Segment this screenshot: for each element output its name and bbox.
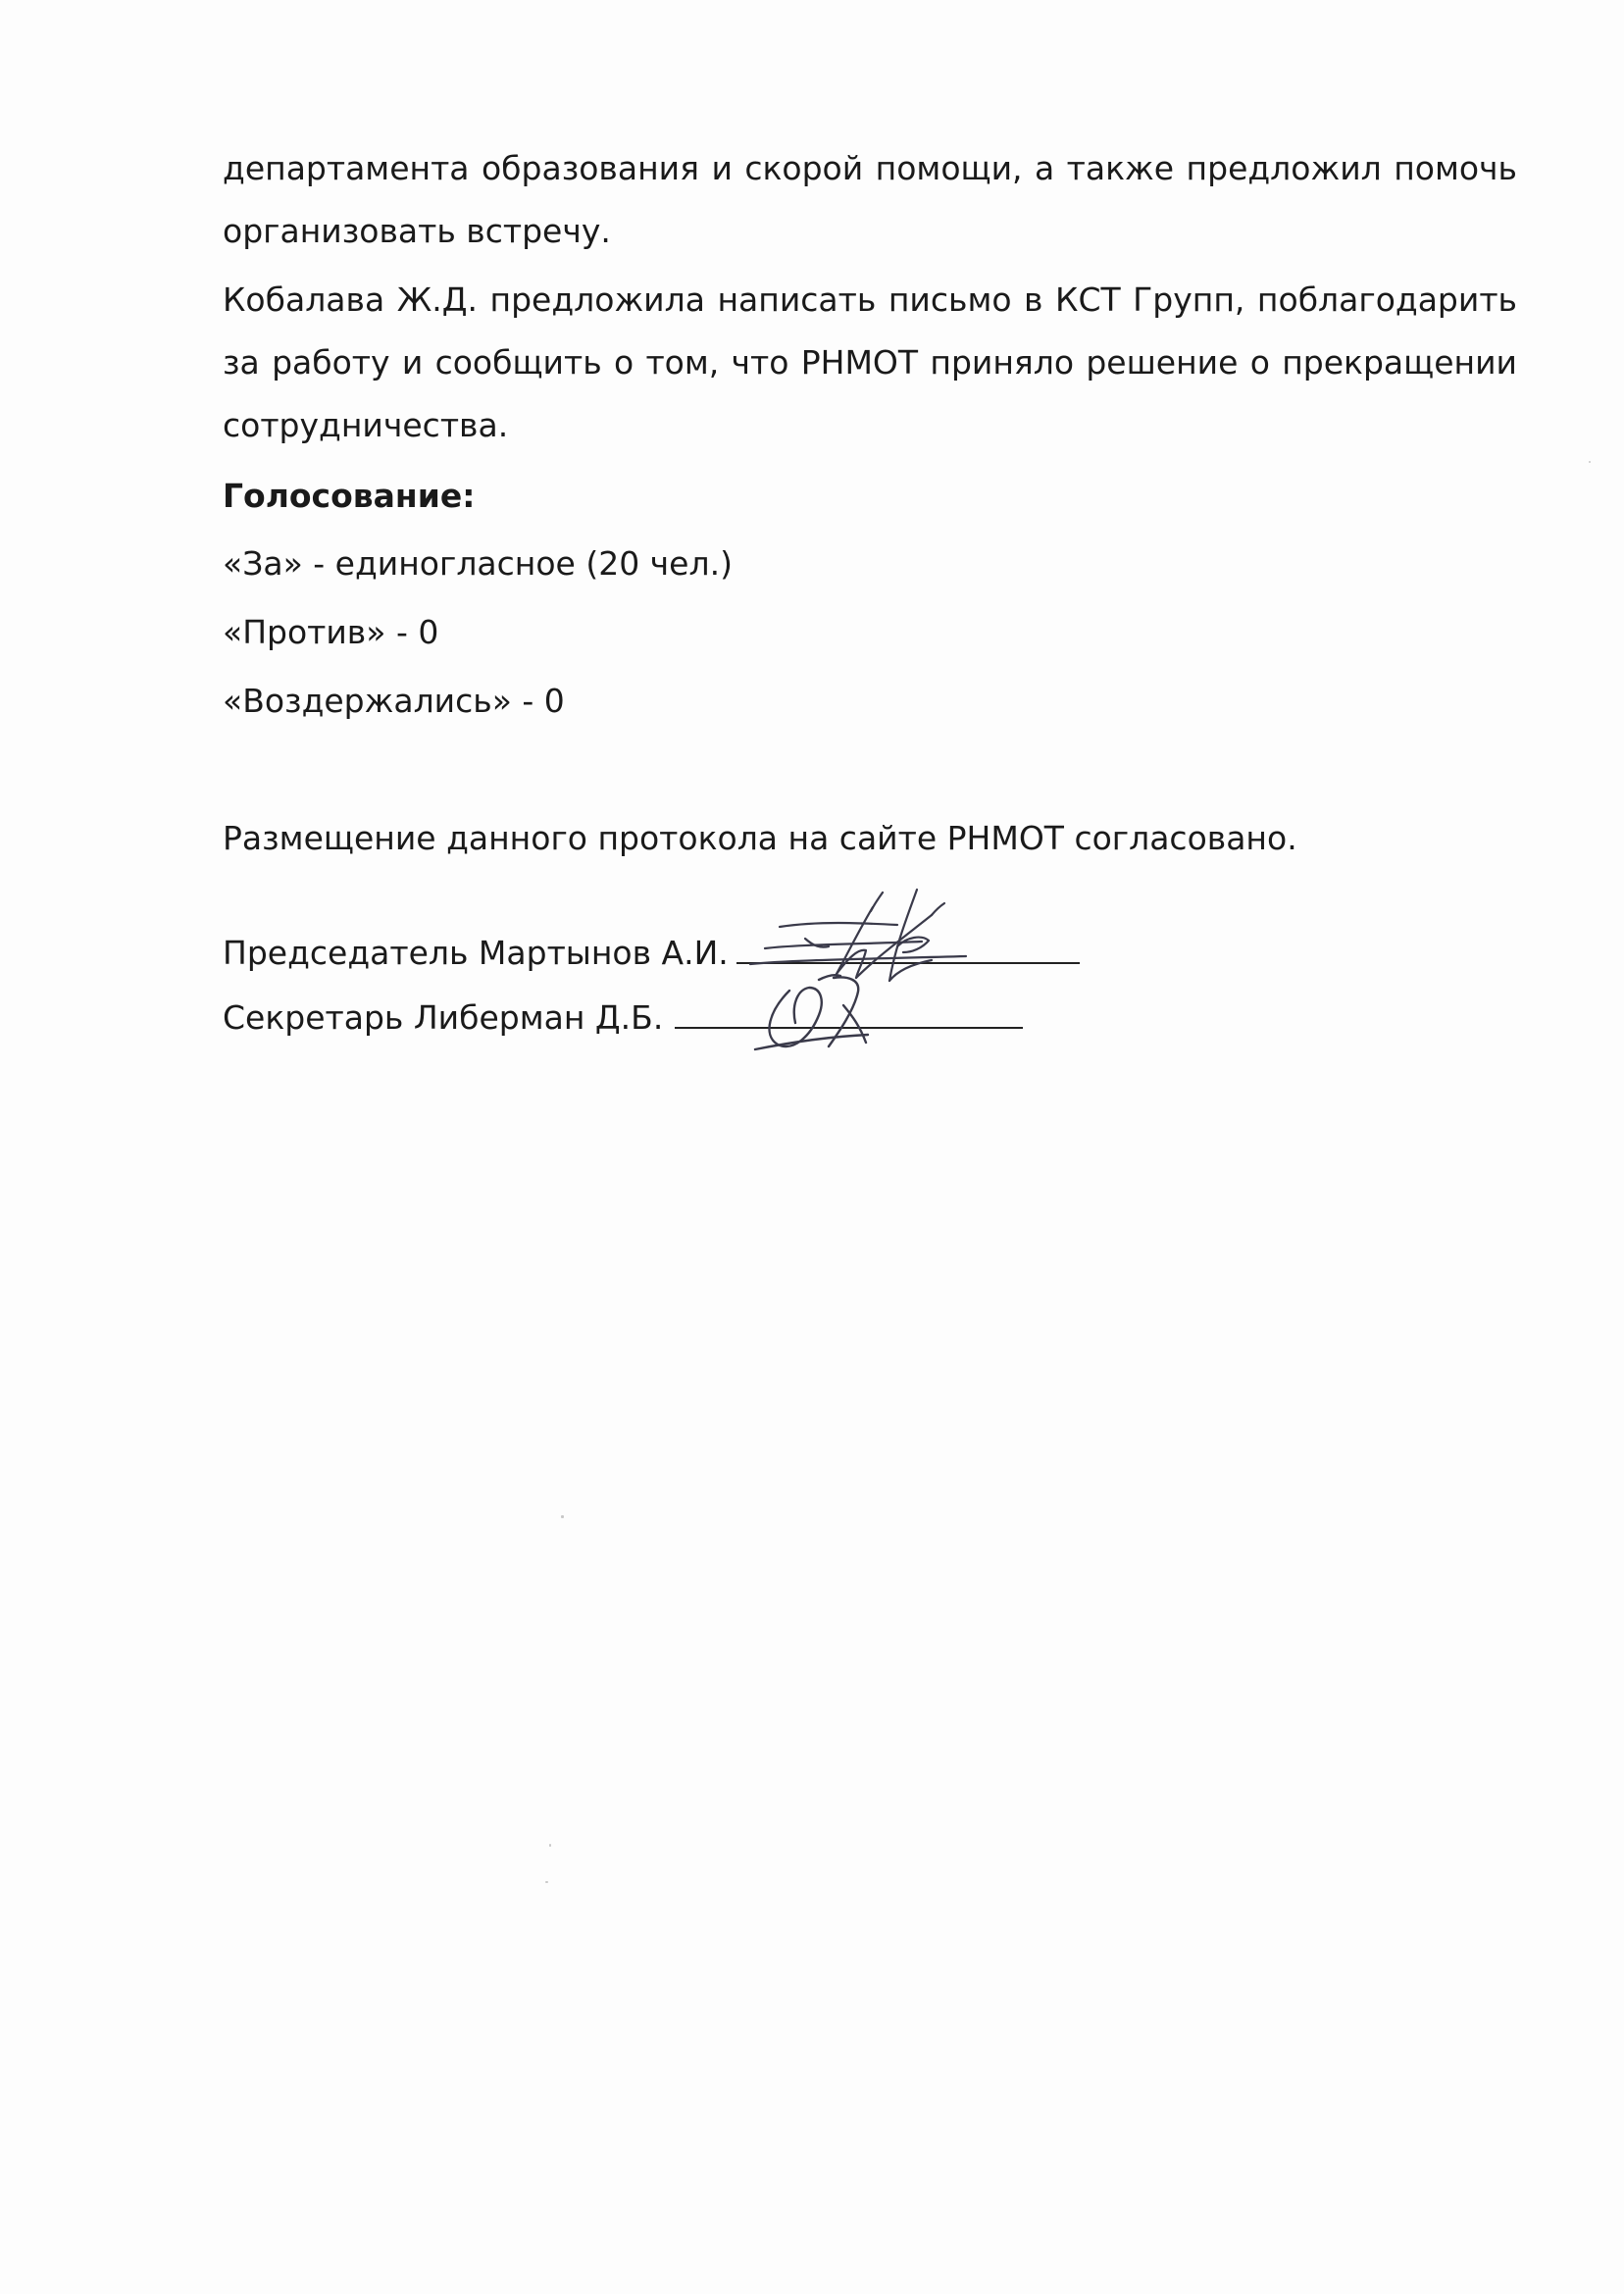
spacer bbox=[223, 736, 1517, 804]
signature-underline bbox=[675, 997, 1023, 1029]
vote-for: «За» - единогласное (20 чел.) bbox=[223, 544, 733, 583]
signature-underline bbox=[736, 933, 1080, 964]
vote-against: «Против» - 0 bbox=[223, 613, 439, 651]
voting-heading: Голосование: bbox=[223, 477, 476, 515]
paragraph-letter-proposal: Кобалава Ж.Д. предложила написать письмо в КСТ Групп, поблагодарить за работу и сообщить о том, что РНМОТ приняло решение о прекращении сотрудничества. bbox=[223, 280, 1517, 444]
publication-note: Размещение данного протокола на сайте РНМОТ согласовано. bbox=[223, 819, 1297, 857]
spacer bbox=[223, 873, 1517, 922]
scan-speck bbox=[1589, 461, 1591, 463]
secretary-signature-line bbox=[223, 987, 1517, 1057]
paragraph-continuation: департамента образования и скорой помощи, а также предложил помочь организовать встречу. bbox=[223, 149, 1517, 250]
scan-speck bbox=[549, 1844, 551, 1847]
vote-abstained: «Воздержались» - 0 bbox=[223, 682, 565, 720]
scan-speck bbox=[545, 1881, 548, 1883]
secretary-label: Секретарь Либерман Д.Б. bbox=[223, 998, 664, 1037]
scan-speck bbox=[561, 1515, 564, 1518]
document-body bbox=[223, 137, 1517, 1057]
chairman-label: Председатель Мартынов А.И. bbox=[223, 934, 729, 972]
chairman-signature-line bbox=[223, 922, 1517, 993]
